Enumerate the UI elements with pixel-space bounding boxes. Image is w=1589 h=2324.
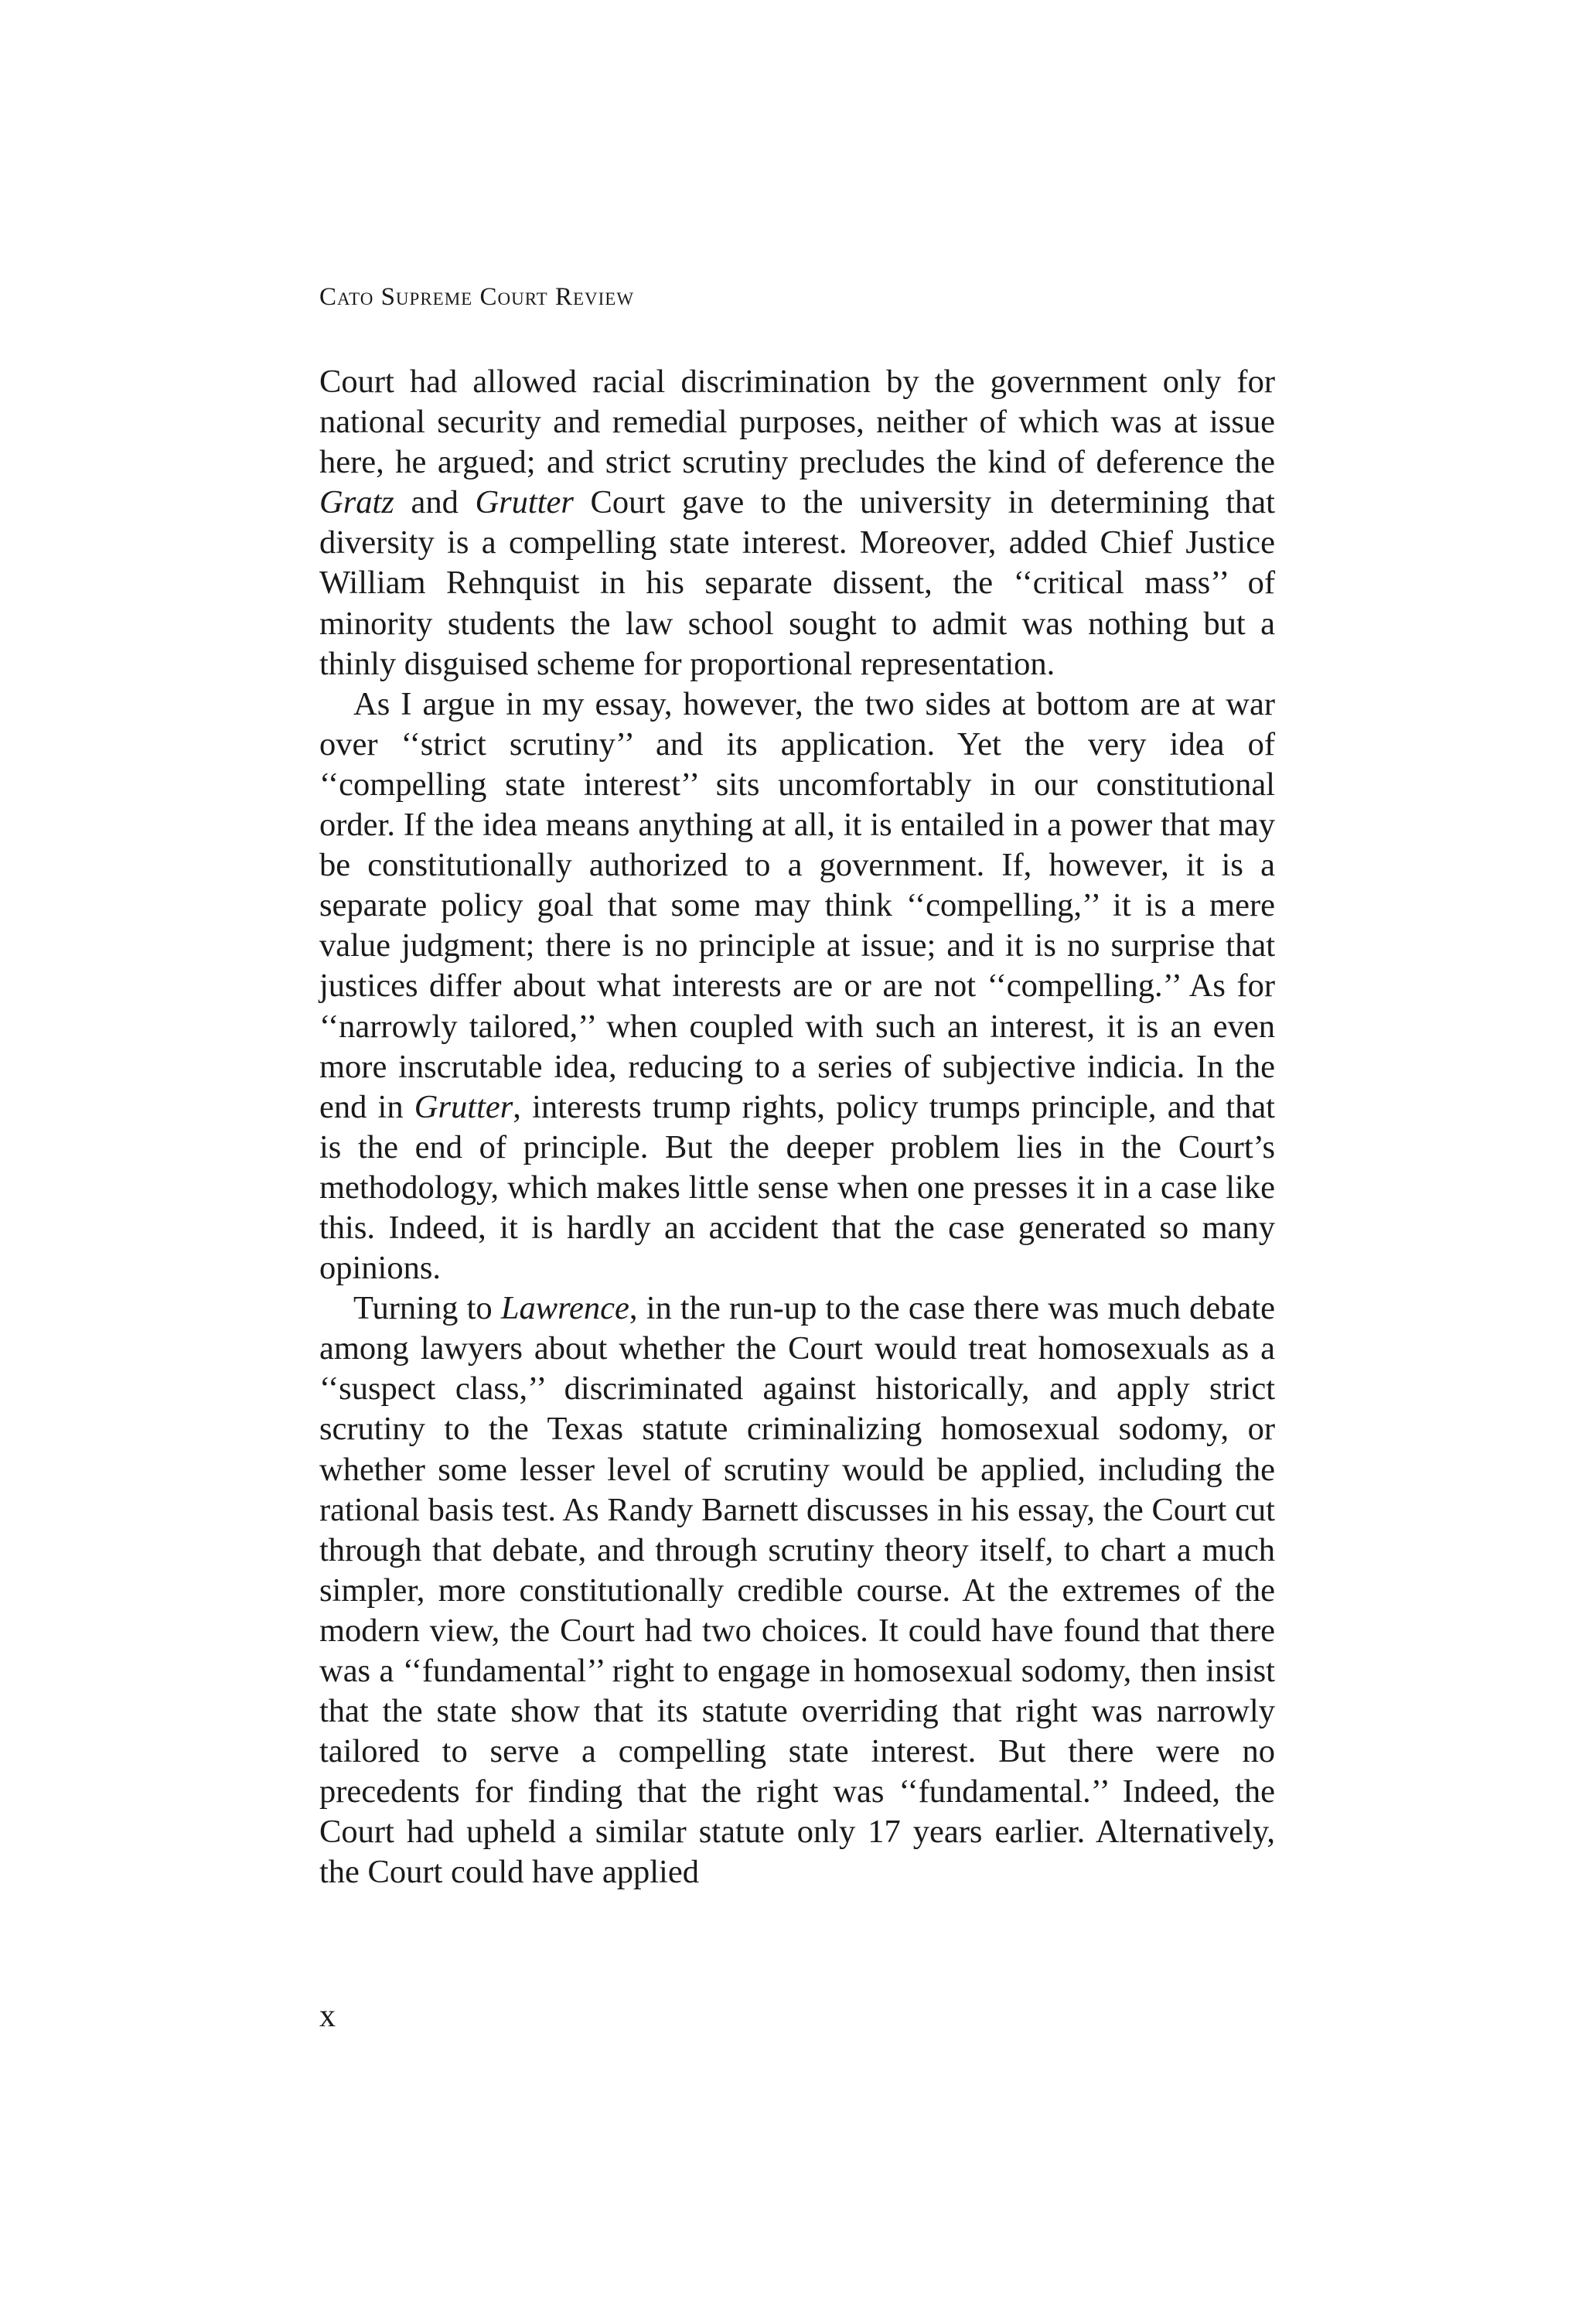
book-page — [319, 0, 1275, 2324]
paragraph — [319, 1288, 1275, 1892]
case-name: Grutter — [414, 1088, 513, 1125]
text-run: , in the run-up to the case there was much debate among lawyers about whether the Court would treat homosexuals as a ‘‘suspect class,’’ discriminated against historically, and apply strict scrutiny to the Texas statute criminalizing homosexual sodomy, or whether some lesser level of scrutiny would be applied, including the rational basis test. As Randy Barnett discusses in his essay, the Court cut through that debate, and through scrutiny theory itself, to chart a much simpler, more constitutionally credible course. At the extremes of the modern view, the Court had two choices. It could have found that there was a ‘‘fundamental’’ right to engage in homosexual sodomy, then insist that the state show that its statute overriding that right was narrowly tailored to serve a compelling state interest. But there were no precedents for finding that the right was ‘‘fundamental.’’ Indeed, the Court had upheld a similar statute only 17 years earlier. Alternatively, the Court could have applied — [319, 1290, 1275, 1891]
case-name: Gratz — [319, 484, 394, 521]
paragraph — [319, 362, 1275, 684]
text-run: and — [394, 484, 476, 521]
text-run: As I argue in my essay, however, the two sides at bottom are at war over ‘‘strict scrutiny’’ and its application. Yet the very idea of ‘‘compelling state interest’’ sits uncomfortably in our constitutional order. If the idea means anything at all, it is entailed in a power that may be constitutionally authorized to a government. If, however, it is a separate policy goal that some may think ‘‘compelling,’’ it is a mere value judgment; there is no principle at issue; and it is no surprise that justices differ about what interests are or are not ‘‘compelling.’’ As for ‘‘narrowly tailored,’’ when coupled with such an interest, it is an even more inscrutable idea, reducing to a series of subjective indicia. In the end in — [319, 685, 1275, 1125]
text-run: Turning to — [353, 1290, 501, 1327]
paragraph — [319, 684, 1275, 1288]
page-number: x — [319, 1998, 336, 2034]
text-run: Court gave to the university in determining that diversity is a compelling state interest. Moreover, added Chief Justice William Rehnquist in his separate dissent, the ‘‘critical mass’’ of minority students the law school sought to admit was nothing but a thinly disguised scheme for proportional representation. — [319, 484, 1275, 682]
text-run: , interests trump rights, policy trumps principle, and that is the end of principle. But the deeper problem lies in the Court’s methodology, which makes little sense when one presses it in a case like this. Indeed, it is hardly an accident that the case generated so many opinions. — [319, 1088, 1275, 1287]
case-name: Grutter — [475, 484, 574, 521]
running-head: Cato Supreme Court Review — [319, 283, 635, 311]
text-run: Court had allowed racial discrimination by the government only for national security and remedial purposes, neither of which was at issue here, he argued; and strict scrutiny precludes the kind of deference the — [319, 363, 1275, 481]
case-name: Lawrence — [500, 1290, 629, 1327]
body-text — [319, 362, 1275, 1893]
